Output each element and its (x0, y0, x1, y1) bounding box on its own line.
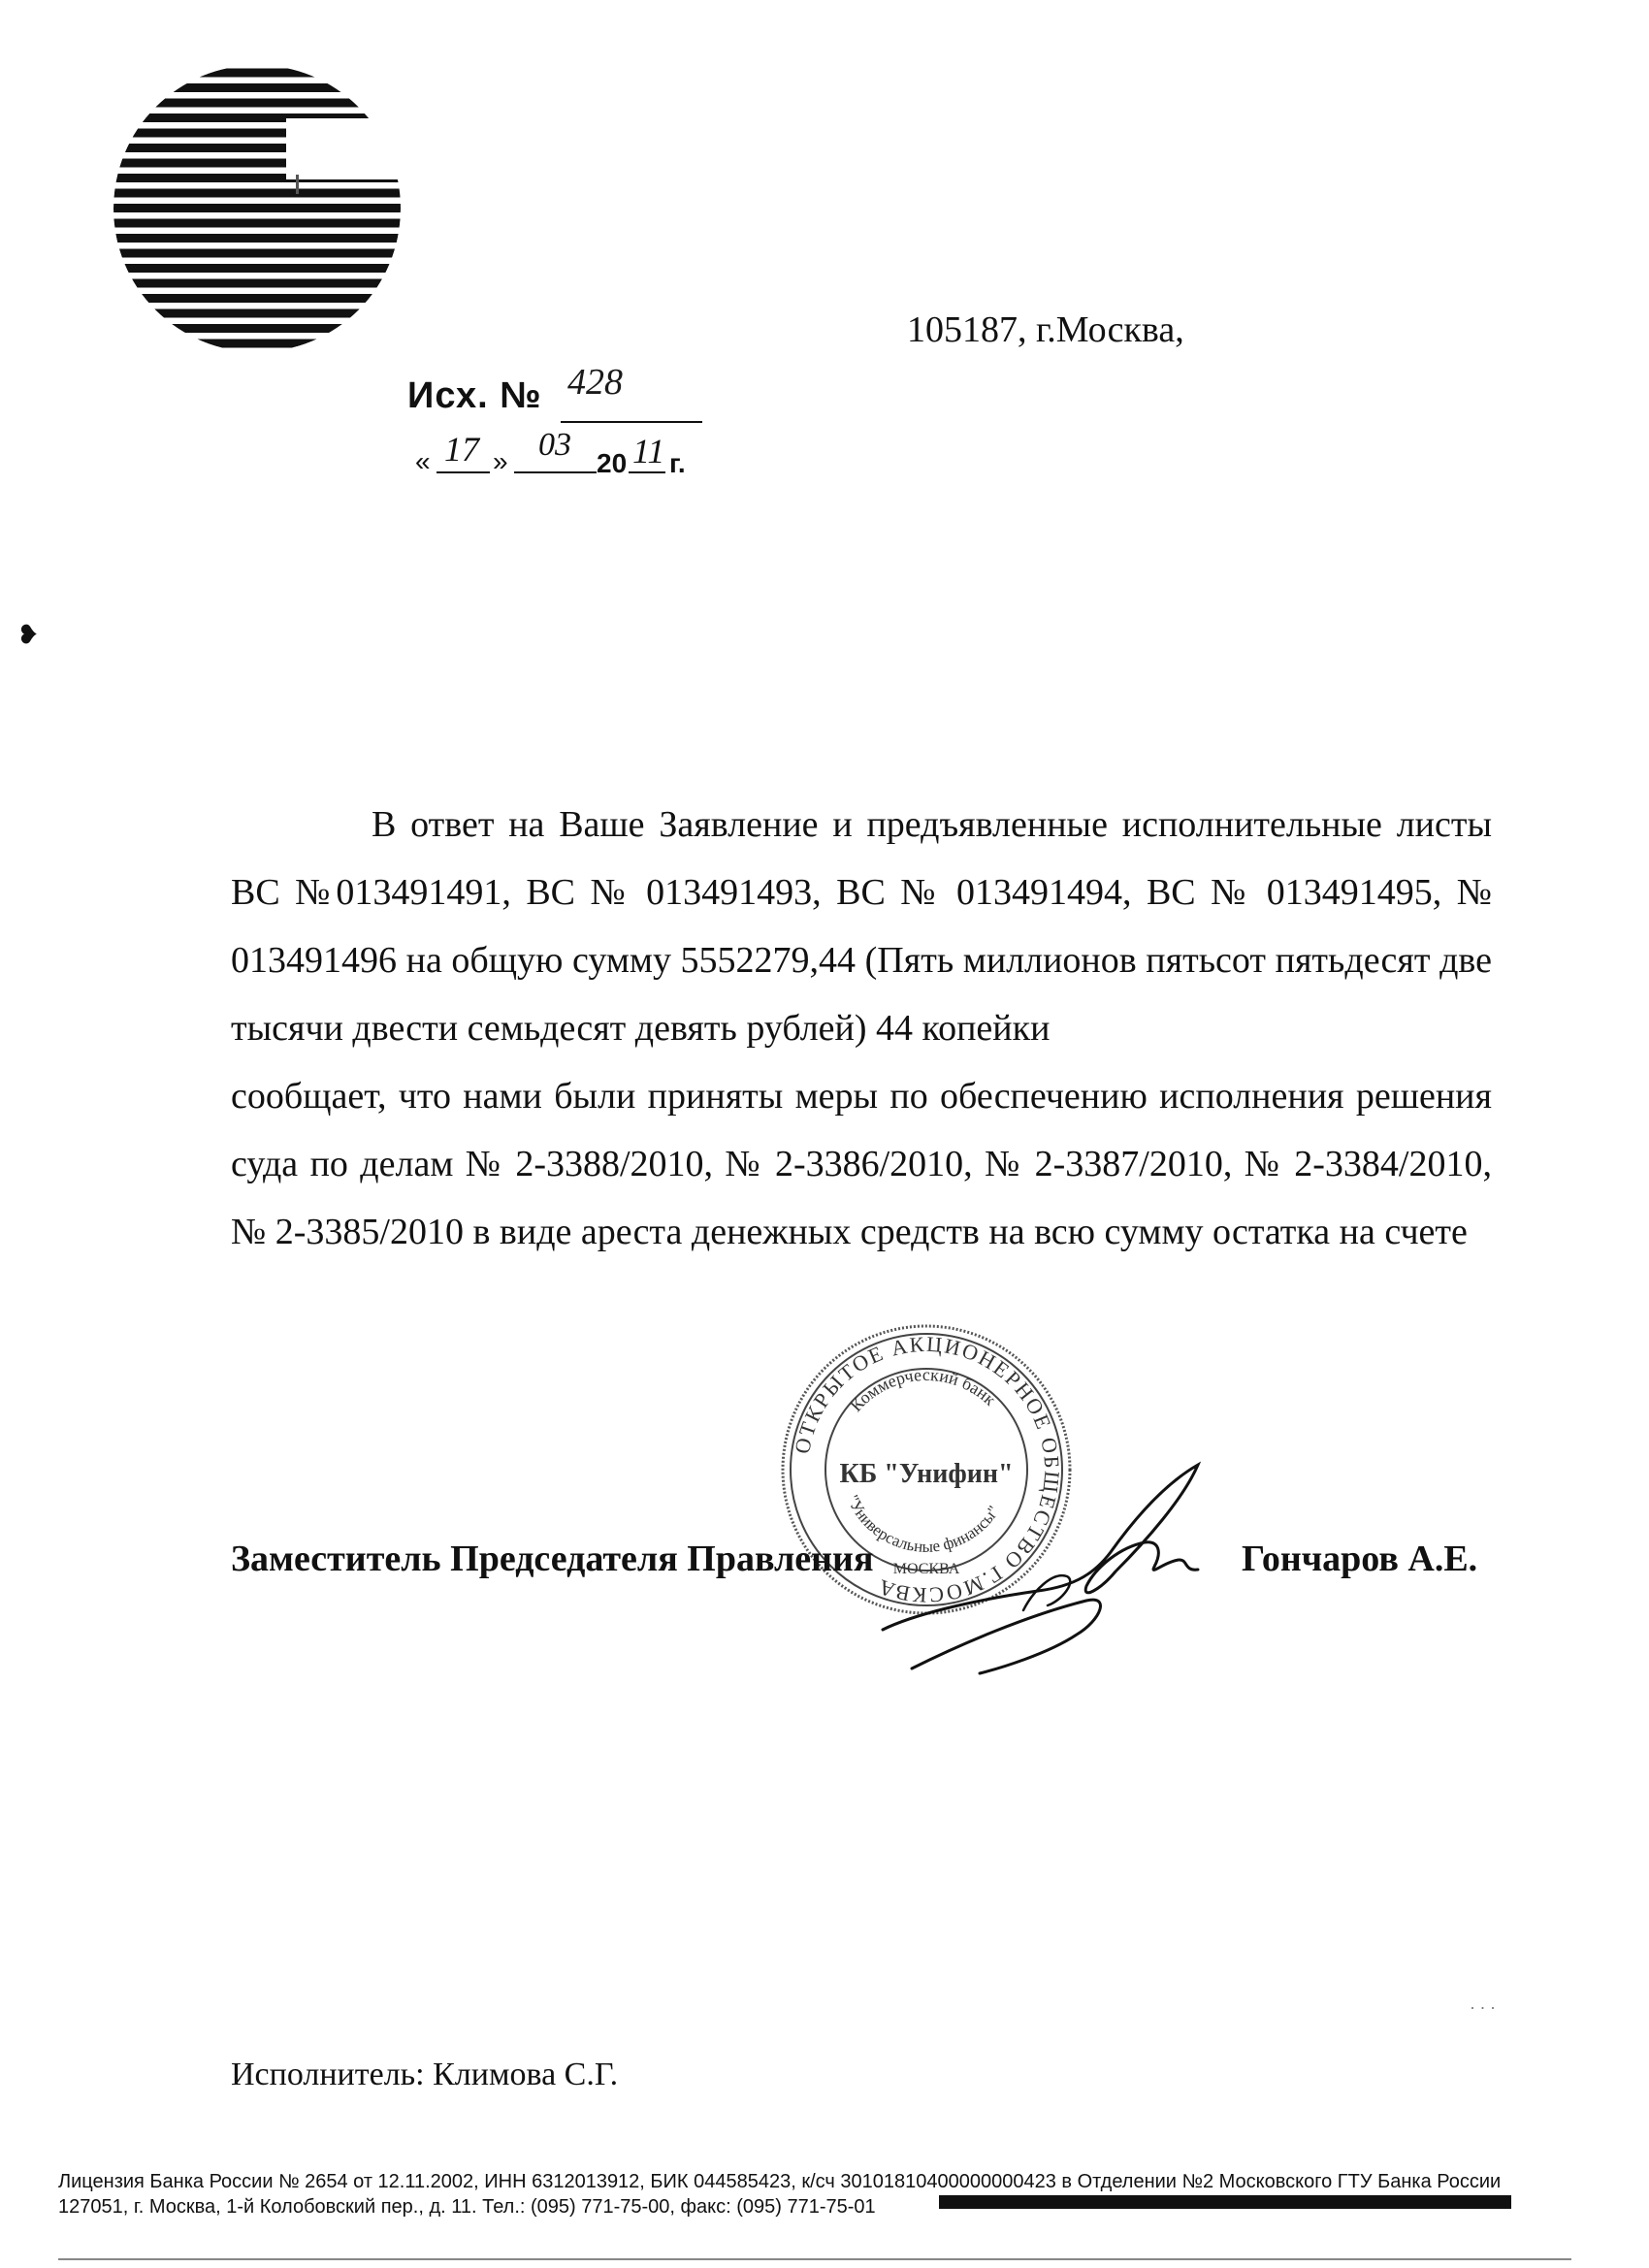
date-year-prefix: 20 (597, 448, 628, 478)
svg-text:Коммерческий банк: Коммерческий банк (846, 1364, 1000, 1415)
margin-mark: ❥ (17, 621, 39, 649)
scan-edge (58, 2258, 1571, 2260)
date-year-suffix: 11 (632, 432, 665, 470)
date-quote-close: » (493, 446, 508, 476)
svg-text:"Универсальные финансы": "Универсальные финансы" (843, 1492, 1003, 1556)
outgoing-reference (407, 361, 718, 487)
bank-logo (112, 53, 432, 373)
footer-bar (939, 2195, 1511, 2209)
date-month: 03 (538, 427, 571, 463)
date-quote-open: « (415, 446, 431, 476)
svg-text:МОСКВА: МОСКВА (892, 1561, 960, 1577)
reference-label: Исх. № (407, 375, 542, 416)
month-underline (514, 471, 597, 473)
year-underline (629, 471, 665, 473)
reference-number: 428 (567, 362, 623, 403)
footer-license-line: Лицензия Банка России № 2654 от 12.11.2002, ИНН 6312013912, БИК 044585423, к/сч 30101810400000000423 в Отделении №2 Московского ГТУ Банка России (58, 2171, 1502, 2192)
date-day: 17 (444, 430, 479, 469)
bank-footer (58, 2169, 1501, 2219)
letter-body (231, 791, 1492, 1266)
signature-stroke (854, 1445, 1261, 1688)
svg-text:КБ "Унифин": КБ "Унифин" (839, 1459, 1014, 1489)
handwritten-signature (854, 1445, 1261, 1688)
signer-name: Гончаров А.Е. (1242, 1539, 1478, 1579)
recipient-address: 105187, г.Москва, (907, 309, 1184, 350)
footer-contact-line: 127051, г. Москва, 1-й Колобовский пер., д. 11. Тел.: (095) 771-75-00, факс: (095) 771-75-01 (58, 2196, 876, 2218)
reference-date (407, 429, 718, 477)
date-year-unit: г. (669, 448, 686, 478)
day-underline (436, 471, 490, 473)
body-paragraph-1: В ответ на Ваше Заявление и предъявленные исполнительные листы ВС №013491491, ВС № 013491493, ВС № 013491494, ВС № 013491495, № 013491496 на общую сумму 5552279,44 (Пять миллионов пятьсот пятьдесят две тысячи двести семьдесят девять рублей) 44 копейки (231, 804, 1492, 1049)
bank-logo-icon (112, 53, 432, 373)
reference-number-underline (561, 421, 702, 423)
svg-text:ОТКРЫТОЕ АКЦИОНЕРНОЕ ОБЩЕСТВО: ОТКРЫТОЕ АКЦИОНЕРНОЕ ОБЩЕСТВО Г.МОСКВА (790, 1331, 1065, 1608)
scan-artifact: · · · (1470, 1998, 1496, 2018)
executor: Исполнитель: Климова С.Г. (231, 2057, 619, 2092)
body-paragraph-2: сообщает, что нами были приняты меры по обеспечению исполнения решения суда по делам № 2-3388/2010, № 2-3386/2010, № 2-3387/2010, № 2-3384/2010, № 2-3385/2010 в виде ареста денежных средств на всю сумму остатка на счете (231, 1076, 1492, 1252)
signer-title: Заместитель Председателя Правления (231, 1539, 874, 1579)
